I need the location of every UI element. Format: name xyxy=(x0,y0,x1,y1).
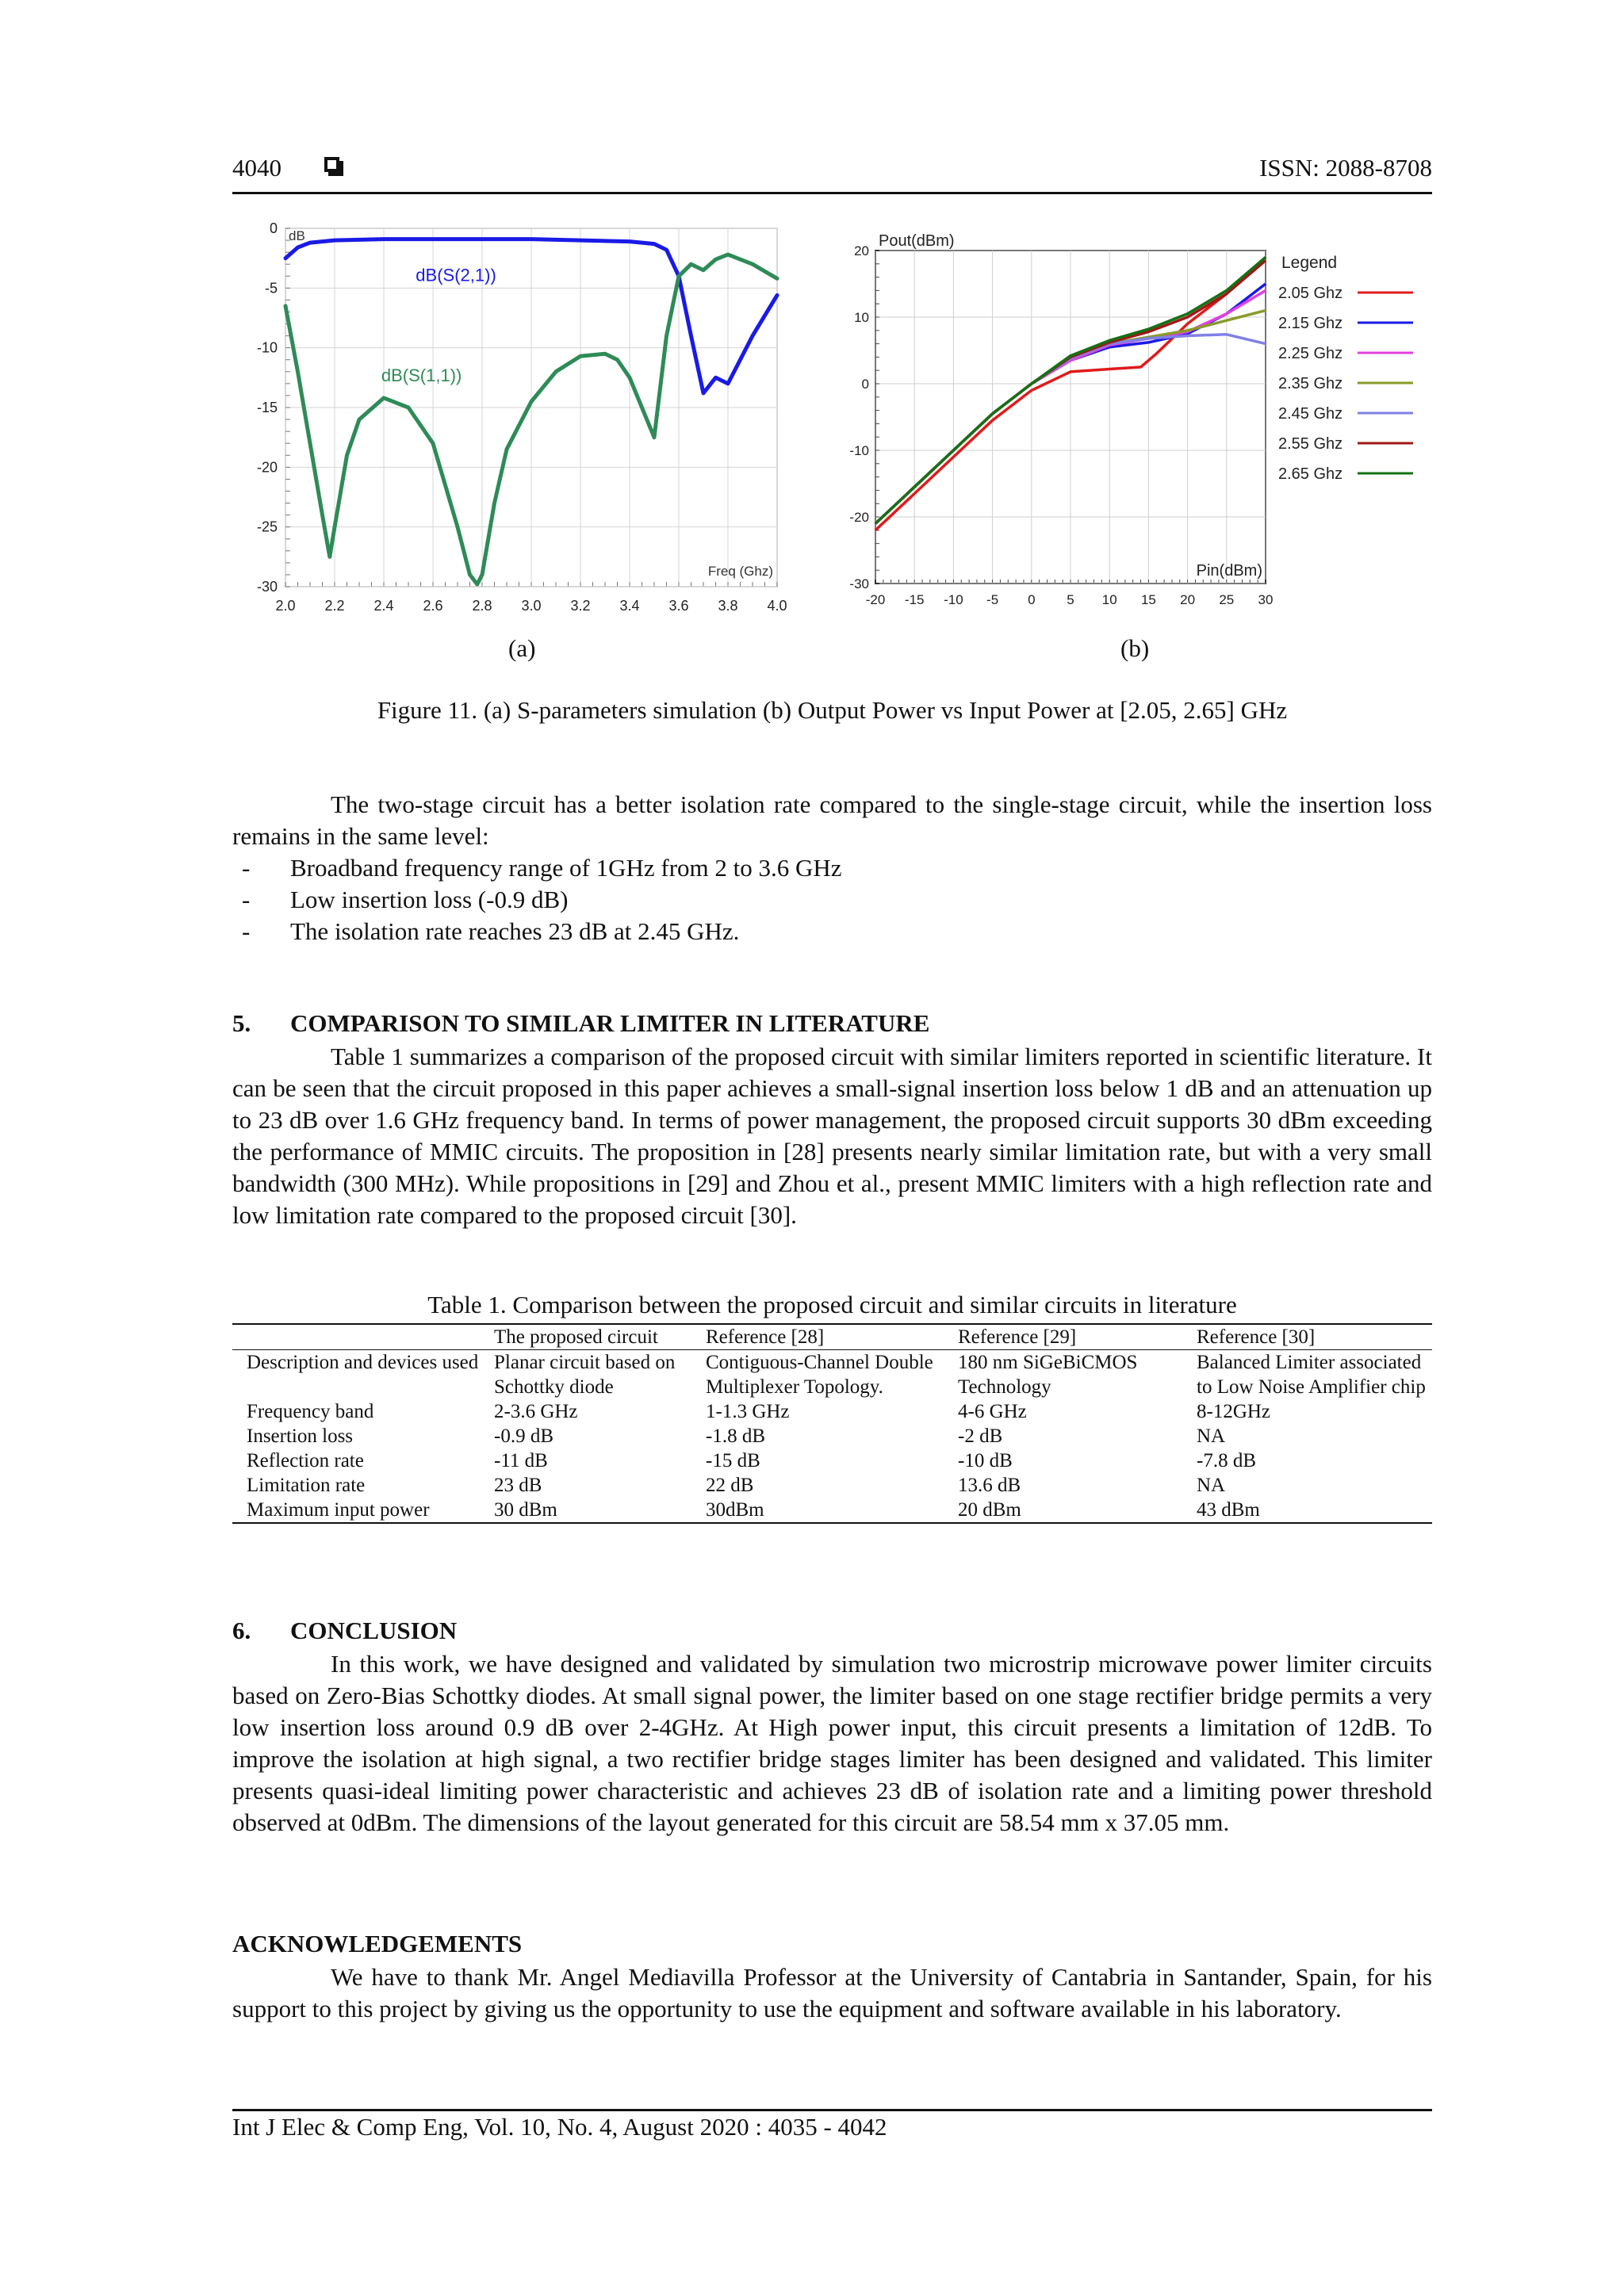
list-item: - The isolation rate reaches 23 dB at 2.45 GHz. xyxy=(242,917,740,945)
x-tick-label: -20 xyxy=(865,592,886,607)
legend-label: 2.45 Ghz xyxy=(1278,405,1343,423)
y-tick-label: 0 xyxy=(861,377,869,392)
table-cell: -10 dB xyxy=(958,1450,1013,1471)
square-bullet-icon xyxy=(324,157,339,172)
table-cell: Description and devices used xyxy=(247,1352,479,1373)
legend-label: 2.15 Ghz xyxy=(1278,315,1343,332)
table-cell: 30dBm xyxy=(706,1499,764,1521)
panel-b-label: (b) xyxy=(1120,634,1150,662)
legend-label: 2.65 Ghz xyxy=(1278,465,1343,483)
table-cell: 4-6 GHz xyxy=(958,1401,1027,1422)
figure-caption: Figure 11. (a) S-parameters simulation (b) Output Power vs Input Power at [2.05, 2.65] GHz xyxy=(377,696,1288,724)
y-tick-label: -10 xyxy=(256,339,278,356)
table-row xyxy=(232,1498,1432,1523)
acknowledgements-paragraph: We have to thank Mr. Angel Mediavilla Professor at the University of Cantabria in Santander, Spain, for his support to this project by giving us the opportunity to use the equipment and software available in his laboratory. xyxy=(232,1963,1432,2022)
x-tick-label: 25 xyxy=(1219,592,1235,607)
table-cell: -7.8 dB xyxy=(1197,1450,1256,1471)
table-header xyxy=(232,1324,480,1350)
x-tick-label: 3.8 xyxy=(718,598,738,614)
table-header: Reference [29] xyxy=(958,1326,1077,1348)
table-header: The proposed circuit xyxy=(494,1326,658,1348)
series-label-s11: dB(S(1,1)) xyxy=(381,365,462,385)
table-cell: Insertion loss xyxy=(247,1425,354,1447)
bullet-text: The isolation rate reaches 23 dB at 2.45 GHz. xyxy=(290,917,740,945)
section-number: 5. xyxy=(232,1009,251,1037)
y-axis-label: Pout(dBm) xyxy=(879,232,955,250)
table-cell: Balanced Limiter associated to Low Noise Amplifier chip xyxy=(1197,1352,1426,1398)
table-header: Reference [28] xyxy=(706,1326,825,1348)
table-row xyxy=(232,1399,1432,1424)
table-cell: 2-3.6 GHz xyxy=(494,1401,578,1422)
x-tick-label: 0 xyxy=(1028,592,1036,607)
table-cell: Frequency band xyxy=(247,1401,374,1422)
header-rule xyxy=(232,192,1432,194)
x-tick-label: 10 xyxy=(1101,592,1117,607)
table-header-row xyxy=(232,1324,1432,1350)
x-tick-label: 2.6 xyxy=(423,598,443,614)
section-title: COMPARISON TO SIMILAR LIMITER IN LITERATURE xyxy=(290,1009,930,1037)
section-5-paragraph: Table 1 summarizes a comparison of the proposed circuit with similar limiters reported in scientific literature. It can be seen that the circuit proposed in this paper achieves a small-signal insertion loss below 1 dB and an attenuation up to 23 dB over 1.6 GHz frequency band. In terms of power management, the proposed circuit supports 30 dBm exceeding the performance of MMIC circuits. The proposition in [28] presents nearly similar limitation rate, but with a very small bandwidth (300 MHz). While propositions in [29] and Zhou et al., present MMIC limiters with a high reflection rate and low limitation rate compared to the proposed circuit [30]. xyxy=(232,1043,1432,1229)
table-cell: 180 nm SiGeBiCMOS Technology xyxy=(958,1352,1138,1398)
table-cell: Planar circuit based on Schottky diode xyxy=(494,1352,676,1398)
x-axis-label: Freq (Ghz) xyxy=(707,564,773,579)
x-axis-label: Pin(dBm) xyxy=(1196,562,1262,580)
table-cell: NA xyxy=(1197,1425,1226,1447)
y-tick-label: -5 xyxy=(264,280,278,297)
y-tick-label: 10 xyxy=(854,310,869,325)
table-cell: -2 dB xyxy=(958,1425,1003,1447)
table-header: Reference [30] xyxy=(1197,1326,1316,1348)
footer-rule xyxy=(232,2109,1432,2111)
list-item: - Broadband frequency range of 1GHz from 2 to 3.6 GHz xyxy=(242,854,842,882)
x-tick-label: 4.0 xyxy=(767,598,787,614)
y-tick-label: -25 xyxy=(256,519,278,535)
table-cell: -15 dB xyxy=(706,1450,760,1471)
table-row xyxy=(232,1350,1432,1400)
table-cell: 20 dBm xyxy=(958,1499,1021,1521)
comparison-table xyxy=(232,1323,1432,1524)
y-tick-label: -20 xyxy=(849,510,869,525)
table-cell: 22 dB xyxy=(706,1475,754,1496)
bullet-text: Low insertion loss (-0.9 dB) xyxy=(290,886,569,913)
section-title: CONCLUSION xyxy=(290,1617,458,1644)
x-tick-label: -10 xyxy=(944,592,963,607)
y-tick-label: 0 xyxy=(269,220,278,236)
table-row xyxy=(232,1424,1432,1448)
x-tick-label: -15 xyxy=(904,592,925,607)
legend-label: 2.25 Ghz xyxy=(1278,345,1343,362)
x-tick-label: 3.0 xyxy=(521,598,542,614)
table-cell: 13.6 dB xyxy=(958,1475,1021,1496)
issn: ISSN: 2088-8708 xyxy=(1259,154,1432,182)
x-tick-label: 3.6 xyxy=(668,598,689,614)
table-cell: -11 dB xyxy=(494,1450,548,1471)
x-tick-label: 3.2 xyxy=(570,598,591,614)
bullet-text: Broadband frequency range of 1GHz from 2 to 3.6 GHz xyxy=(290,854,842,882)
legend-label: 2.05 Ghz xyxy=(1278,285,1343,302)
legend-label: 2.55 Ghz xyxy=(1278,435,1343,453)
x-tick-label: 15 xyxy=(1140,592,1156,607)
table-cell: Maximum input power xyxy=(247,1499,430,1521)
table-row xyxy=(232,1448,1432,1473)
table-row xyxy=(232,1473,1432,1498)
s-parameters-chart xyxy=(238,214,793,634)
y-tick-label: -15 xyxy=(256,400,278,415)
paragraph-two-stage: The two-stage circuit has a better isolation rate compared to the single-stage circuit, while the insertion loss remains in the same level: xyxy=(232,790,1432,850)
x-tick-label: 5 xyxy=(1067,592,1074,607)
list-item: - Low insertion loss (-0.9 dB) xyxy=(242,886,569,913)
acknowledgements-heading: ACKNOWLEDGEMENTS xyxy=(232,1930,523,1957)
x-tick-label: -5 xyxy=(986,592,999,607)
y-tick-label: -30 xyxy=(849,576,869,591)
table-cell: 23 dB xyxy=(494,1475,542,1496)
x-tick-label: 2.0 xyxy=(275,598,296,614)
legend-label: 2.35 Ghz xyxy=(1278,375,1343,392)
x-tick-label: 2.2 xyxy=(324,598,345,614)
pout-vs-pin-chart xyxy=(841,222,1443,626)
bullet-list xyxy=(232,852,1432,947)
x-tick-label: 3.4 xyxy=(619,598,640,614)
table-cell: -0.9 dB xyxy=(494,1425,553,1447)
x-tick-label: 2.8 xyxy=(472,598,492,614)
table-caption: Table 1. Comparison between the proposed circuit and similar circuits in literature xyxy=(427,1291,1237,1318)
section-5-heading xyxy=(232,1009,929,1038)
x-tick-label: 30 xyxy=(1258,592,1274,607)
section-6-heading xyxy=(232,1617,457,1645)
page-number: 4040 xyxy=(232,154,282,182)
table-cell: Contiguous-Channel Double Multiplexer Topology. xyxy=(706,1352,933,1398)
table-cell: -1.8 dB xyxy=(706,1425,765,1447)
section-number: 6. xyxy=(232,1617,251,1644)
table-cell: 8-12GHz xyxy=(1197,1401,1271,1422)
table-cell: 1-1.3 GHz xyxy=(706,1401,790,1422)
series-label-s21: dB(S(2,1)) xyxy=(416,265,496,285)
section-6-paragraph: In this work, we have designed and validated by simulation two microstrip microwave power limiter circuits based on Zero-Bias Schottky diodes. At small signal power, the limiter based on one stage rectifier bridge permits a very low insertion loss around 0.9 dB over 2-4GHz. At High power input, this circuit presents a limitation of 12dB. To improve the isolation at high signal, a two rectifier bridge stages limiter has been designed and validated. This limiter presents quasi-ideal limiting power characteristic and achieves 23 dB of isolation rate and a limiting power threshold observed at 0dBm. The dimensions of the layout generated for this circuit are 58.54 mm x 37.05 mm. xyxy=(232,1650,1432,1836)
legend-title: Legend xyxy=(1281,254,1338,272)
table-cell: 30 dBm xyxy=(494,1499,557,1521)
y-tick-label: -10 xyxy=(849,443,869,458)
table-cell: Limitation rate xyxy=(247,1475,366,1496)
panel-a-label: (a) xyxy=(508,634,536,662)
y-tick-label: -20 xyxy=(256,459,278,476)
table-cell: NA xyxy=(1197,1475,1226,1496)
unit-label: dB xyxy=(289,228,305,243)
x-tick-label: 2.4 xyxy=(373,598,394,614)
table-cell: Reflection rate xyxy=(247,1450,364,1471)
y-tick-label: 20 xyxy=(854,243,869,258)
table-cell: 43 dBm xyxy=(1197,1499,1260,1521)
footer-citation: Int J Elec & Comp Eng, Vol. 10, No. 4, August 2020 : 4035 - 4042 xyxy=(232,2113,887,2141)
y-tick-label: -30 xyxy=(256,579,278,595)
x-tick-label: 20 xyxy=(1180,592,1196,607)
